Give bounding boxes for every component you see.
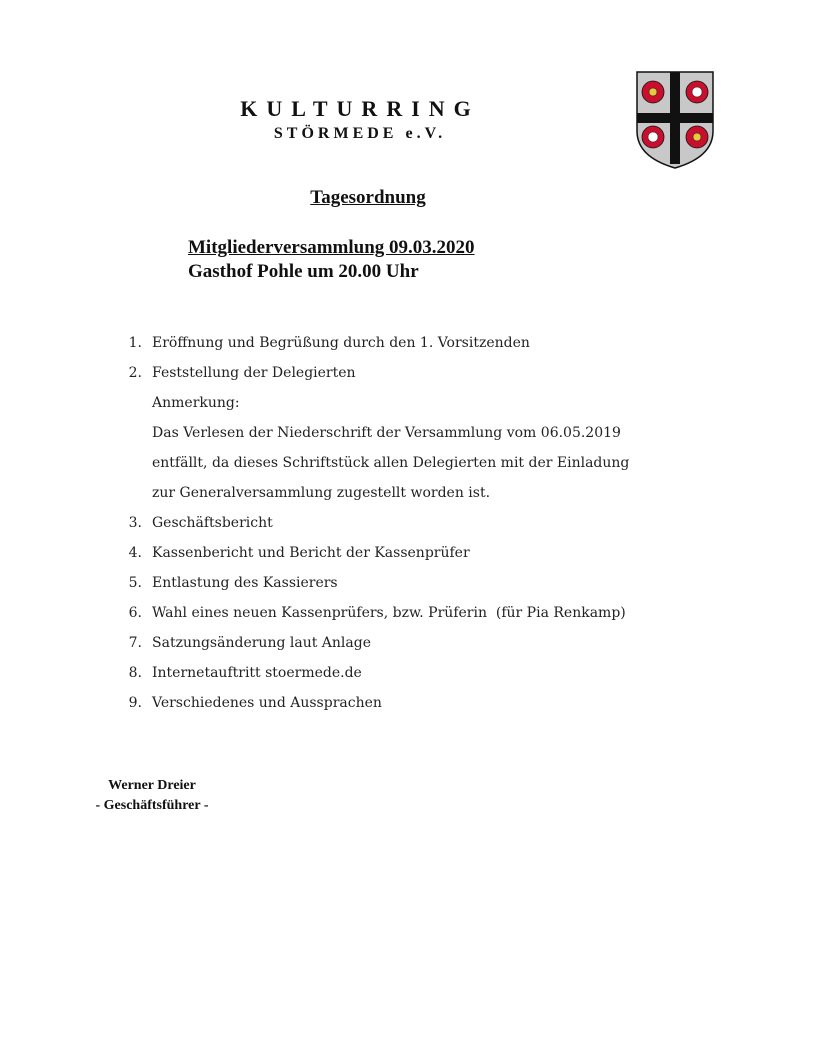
agenda-item-number: 4.	[128, 545, 142, 561]
agenda-item	[108, 633, 708, 653]
agenda-item-number: 2.	[128, 365, 142, 381]
agenda-note-text: Das Verlesen der Niederschrift der Versammlung vom 06.05.2019	[152, 425, 621, 441]
agenda-note-text: entfällt, da dieses Schriftstück allen Delegierten mit der Einladung	[152, 455, 630, 471]
agenda-item-text: Kassenbericht und Bericht der Kassenprüfer	[152, 545, 470, 561]
agenda-item-text: Eröffnung und Begrüßung durch den 1. Vorsitzenden	[152, 335, 530, 351]
agenda-item-number: 5.	[128, 575, 142, 591]
signer-name: Werner Dreier	[108, 778, 196, 793]
agenda-item-number: 1.	[128, 335, 142, 351]
coat-of-arms-icon	[636, 71, 714, 169]
meeting-info	[188, 236, 475, 284]
agenda-item-number: 7.	[128, 635, 142, 651]
document-title: Tagesordnung	[310, 187, 426, 208]
meeting-date-line: Mitgliederversammlung 09.03.2020	[188, 237, 475, 258]
agenda-item	[108, 573, 708, 593]
agenda-item-number: 8.	[128, 665, 142, 681]
agenda-item	[108, 543, 708, 563]
rose-icon	[642, 81, 664, 103]
rose-icon	[686, 81, 708, 103]
agenda-note-label: Anmerkung:	[152, 395, 240, 411]
agenda-item	[108, 663, 708, 683]
rose-icon	[686, 126, 708, 148]
meeting-location-line: Gasthof Pohle um 20.00 Uhr	[188, 261, 419, 282]
agenda-item-text: Satzungsänderung laut Anlage	[152, 635, 371, 651]
agenda-item	[108, 603, 708, 623]
agenda-item	[108, 693, 708, 713]
agenda-item	[108, 513, 708, 533]
agenda-item	[108, 363, 708, 383]
agenda-item-text: Feststellung der Delegierten	[152, 365, 356, 381]
agenda-item-text: Entlastung des Kassierers	[152, 575, 338, 591]
signature-block	[92, 776, 212, 816]
agenda-item	[108, 333, 708, 353]
agenda-item-text: Verschiedenes und Aussprachen	[152, 695, 382, 711]
agenda-item-number: 6.	[128, 605, 142, 621]
rose-icon	[642, 126, 664, 148]
agenda-item-number: 9.	[128, 695, 142, 711]
agenda-note-text: zur Generalversammlung zugestellt worden ist.	[152, 485, 491, 501]
organization-subtitle: STÖRMEDE e.V.	[273, 125, 447, 142]
agenda-item-text: Wahl eines neuen Kassenprüfers, bzw. Prüferin (für Pia Renkamp)	[152, 605, 626, 621]
agenda-list	[108, 333, 708, 723]
agenda-item-number: 3.	[128, 515, 142, 531]
signer-role: - Geschäftsführer -	[95, 798, 209, 813]
organization-name: KULTURRING	[240, 96, 480, 121]
agenda-item-text: Geschäftsbericht	[152, 515, 273, 531]
agenda-item-text: Internetauftritt stoermede.de	[152, 665, 362, 681]
